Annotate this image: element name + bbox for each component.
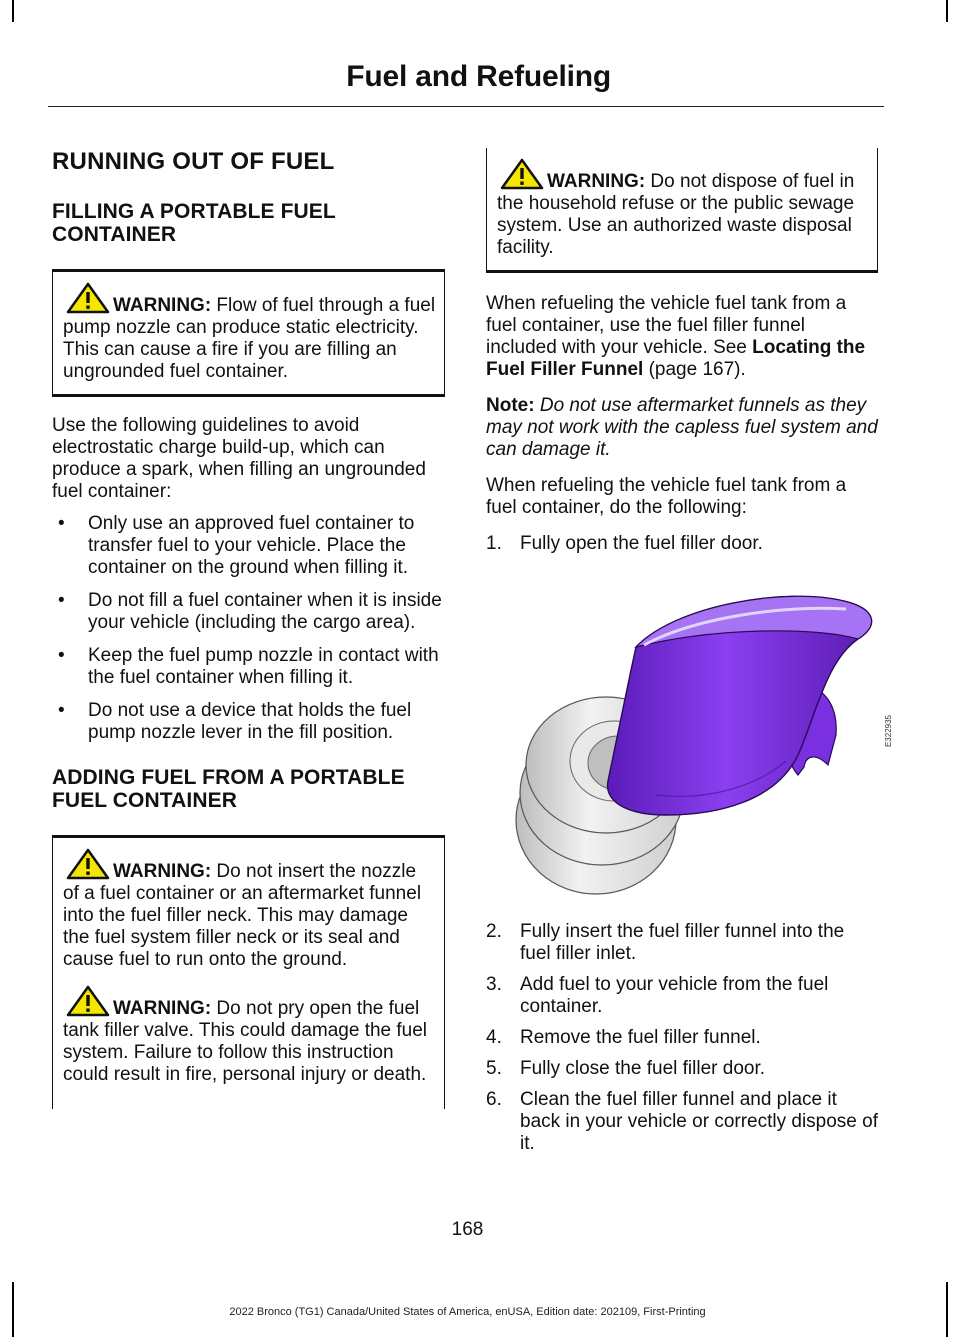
note-label: Note: (486, 395, 535, 416)
left-column (52, 148, 445, 1109)
list-item (486, 1089, 878, 1155)
warning-pry-valve (63, 985, 436, 1086)
list-item (486, 921, 878, 965)
crop-mark-top-right (946, 0, 948, 22)
list-item: • Do not use a device that holds the fuel pump nozzle lever in the fill position. (52, 700, 445, 744)
warning-text: Do not pry open the fuel tank filler valve. This could damage the fuel system. Failure to follow this instruction could result in fire, personal injury or death. (63, 997, 428, 1085)
step-number: 2. (486, 921, 502, 942)
procedure-intro: When refueling the vehicle fuel tank from a fuel container, do the following: (486, 475, 847, 518)
warning-label: WARNING: (113, 997, 212, 1019)
note-paragraph (486, 395, 878, 461)
funnel-inlet-image (486, 565, 878, 913)
crop-mark-bottom-right (946, 1282, 948, 1337)
warning-text: Do not dispose of fuel in the household refuse or the public sewage system. Use an authorized waste disposal facility. (497, 171, 855, 258)
warning-label: WARNING: (113, 860, 212, 882)
step-text: Fully open the fuel filler door. (520, 533, 763, 554)
page-reference: (page 167). (643, 359, 746, 380)
footer-edition-info: 2022 Bronco (TG1) Canada/United States of America, enUSA, Edition date: 202109, First-Printing (229, 1306, 706, 1318)
funnel-paragraph (486, 293, 878, 381)
warning-box-adding (52, 835, 445, 1109)
list-item (486, 974, 878, 1018)
section-heading-running-out: RUNNING OUT OF FUEL (52, 148, 335, 175)
page-title: Fuel and Refueling (346, 60, 611, 93)
step-text: Remove the fuel filler funnel. (520, 1027, 761, 1048)
right-column (486, 148, 893, 1164)
warning-disposal (497, 158, 869, 259)
warning-label: WARNING: (113, 294, 212, 316)
procedure-steps-a (486, 533, 878, 555)
page-number: 168 (451, 1219, 484, 1240)
guidelines-intro: Use the following guidelines to avoid electrostatic charge build-up, which can produce a spark, when filling an ungrounded fuel container: (52, 414, 426, 502)
figure-code: E322935 (884, 715, 893, 748)
warning-box-static (52, 269, 445, 397)
warning-nozzle (63, 848, 436, 971)
warning-triangle-icon (500, 158, 544, 190)
procedure-steps-b (486, 921, 878, 1155)
step-text: Fully insert the fuel filler funnel into the fuel filler inlet. (520, 921, 845, 964)
step-number: 1. (486, 533, 502, 554)
list-item: • Only use an approved fuel container to transfer fuel to your vehicle. Place the container on the ground when filling it. (52, 513, 445, 579)
warning-triangle-icon (66, 282, 110, 314)
step-text: Add fuel to your vehicle from the fuel container. (520, 974, 829, 1017)
list-item: • Do not fill a fuel container when it is inside your vehicle (including the cargo area). (52, 590, 445, 634)
funnel-paragraph-text: When refueling the vehicle fuel tank from a fuel container, use the fuel filler funnel included with your vehicle. See (486, 293, 847, 358)
step-text: Clean the fuel filler funnel and place it back in your vehicle or correctly dispose of it. (520, 1089, 878, 1154)
funnel-link[interactable]: Locating the Fuel Filler Funnel (486, 337, 866, 380)
guidelines-list (52, 513, 445, 744)
warning-triangle-icon (66, 985, 110, 1017)
crop-mark-top-left (12, 0, 14, 22)
subsection-heading-adding: ADDING FUEL FROM A PORTABLE FUEL CONTAINER (52, 765, 405, 813)
step-number: 6. (486, 1089, 502, 1110)
header-rule (48, 106, 884, 107)
warning-text: Do not insert the nozzle of a fuel container or an aftermarket funnel into the fuel filler neck. This may damage the fuel system filler neck or its seal and cause fuel to run onto the ground. (63, 860, 422, 970)
warning-label: WARNING: (547, 171, 646, 192)
step-number: 4. (486, 1027, 502, 1048)
list-item (486, 1027, 878, 1049)
subsection-heading-filling: FILLING A PORTABLE FUEL CONTAINER (52, 199, 336, 247)
note-text: Do not use aftermarket funnels as they may not work with the capless fuel system and can damage it. (486, 395, 878, 460)
step-number: 5. (486, 1058, 502, 1079)
warning-text: Flow of fuel through a fuel pump nozzle can produce static electricity. This can cause a fire if you are filling an ungrounded fuel container. (63, 294, 436, 382)
warning-triangle-icon (66, 848, 110, 880)
warning-static-electricity (63, 282, 436, 383)
list-item (486, 533, 878, 555)
step-text: Fully close the fuel filler door. (520, 1058, 766, 1079)
step-number: 3. (486, 974, 502, 995)
list-item: • Keep the fuel pump nozzle in contact with the fuel container when filling it. (52, 645, 445, 689)
funnel-illustration (486, 565, 893, 913)
list-item (486, 1058, 878, 1080)
warning-box-disposal (486, 148, 878, 273)
